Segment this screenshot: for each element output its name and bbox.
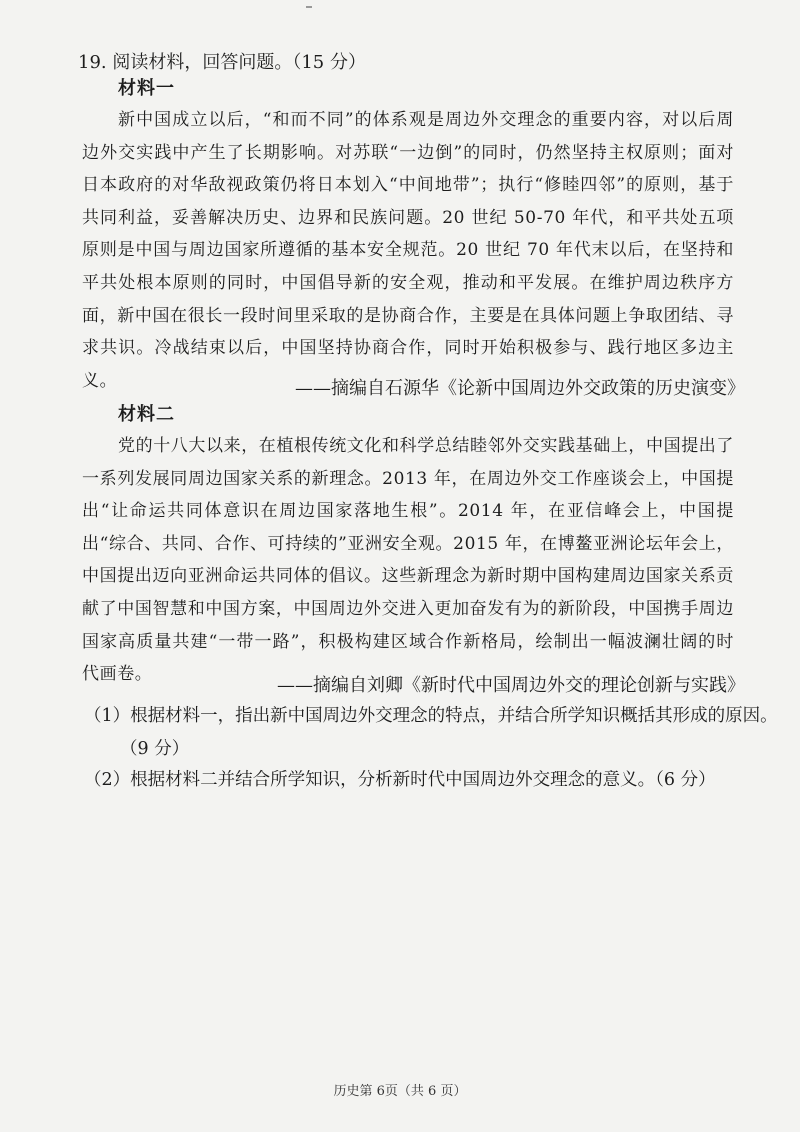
material-1-body: 新中国成立以后，“和而不同”的体系观是周边外交理念的重要内容，对以后周边外交实践中产生了长期影响。对苏联“一边倒”的同时，仍然坚持主权原则；面对日本政府的对华敌视政策仍将日本划入“中间地带”；执行“修睦四邻”的原则，基于共同利益，妥善解决历史、边界和民族问题。20 世纪 50-70 年代，和平共处五项原则是中国与周边国家所遵循的基本安全规范。20 世纪 70 年代末以后，在坚持和平共处根本原则的同时，中国倡导新的安全观，推动和平发展。在维护周边秩序方面，新中国在很长一段时间里采取的是协商合作，主要是在具体问题上争取团结、寻求共识。冷战结束以后，中国坚持协商合作，同时开始积极参与、践行地区多边主义。 bbox=[82, 110, 734, 391]
material-2-title: 材料二 bbox=[118, 404, 175, 425]
page-footer: 历史第 6页（共 6 页） bbox=[333, 1084, 467, 1099]
sub-question-2: （2）根据材料二并结合所学知识，分析新时代中国周边外交理念的意义。（6 分） bbox=[84, 770, 716, 790]
material-1-title: 材料一 bbox=[118, 78, 175, 99]
material-2-body: 党的十八大以来，在植根传统文化和科学总结睦邻外交实践基础上，中国提出了一系列发展同周边国家关系的新理念。2013 年，在周边外交工作座谈会上，中国提出“让命运共同体意识在周边国家落地生根”。2014 年，在亚信峰会上，中国提出“综合、共同、合作、可持续的”亚洲安全观。2015 年，在博鳌亚洲论坛年会上，中国提出迈向亚洲命运共同体的倡议。这些新理念为新时期中国构建周边国家关系贡献了中国智慧和中国方案，中国周边外交进入更加奋发有为的新阶段，中国携手周边国家高质量共建“一带一路”，积极构建区域合作新格局，绘制出一幅波澜壮阔的时代画卷。 bbox=[82, 436, 734, 685]
scan-mark bbox=[306, 6, 312, 8]
sub-question-1: （1）根据材料一，指出新中国周边外交理念的特点，并结合所学知识概括其形成的原因。（9 分） bbox=[84, 706, 778, 759]
material-2-source: ——摘编自刘卿《新时代中国周边外交的理论创新与实践》 bbox=[277, 675, 745, 696]
material-1-source: ——摘编自石源华《论新中国周边外交政策的历史演变》 bbox=[295, 378, 745, 399]
question-header: 19. 阅读材料，回答问题。（15 分） bbox=[78, 52, 366, 73]
